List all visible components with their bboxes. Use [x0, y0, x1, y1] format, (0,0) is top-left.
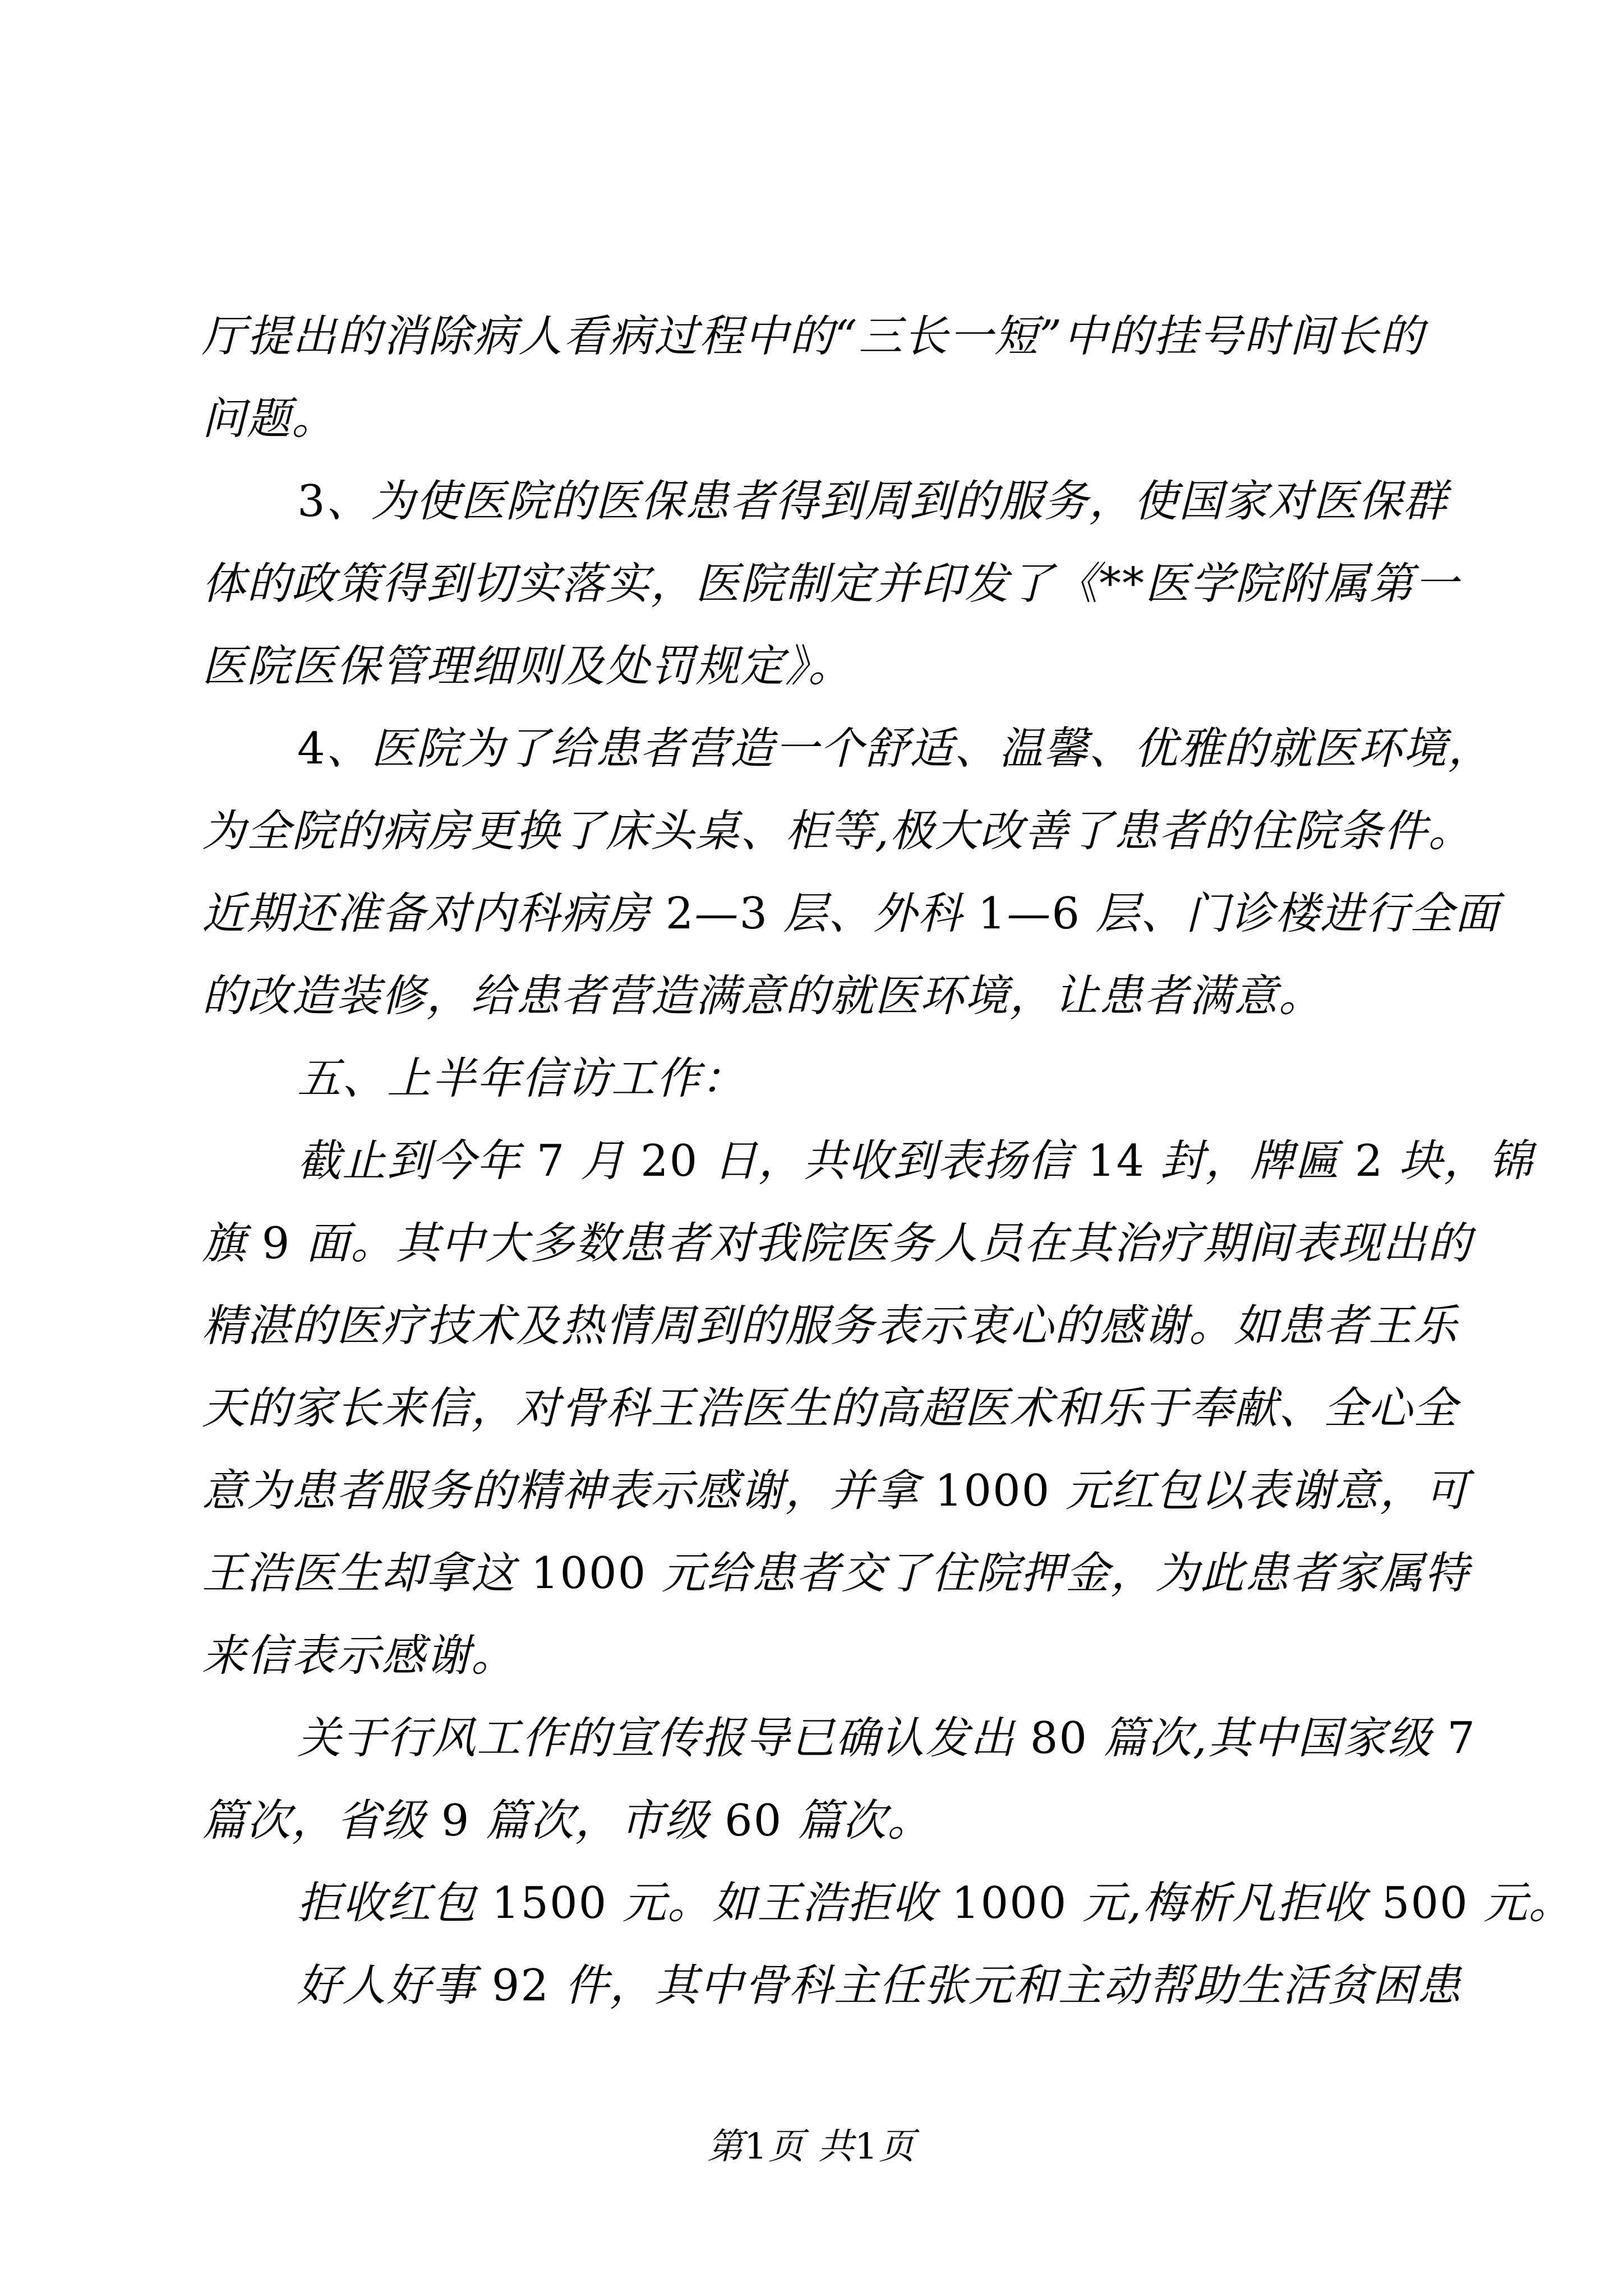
- text-line: 3、为使医院的医保患者得到周到的服务，使国家对医保群: [297, 476, 1448, 527]
- text-line: 近期还准备对内科病房 2—3 层、外科 1—6 层、门诊楼进行全面: [202, 889, 1500, 939]
- text-line: 旗 9 面。其中大多数患者对我院医务人员在其治疗期间表现出的: [202, 1218, 1473, 1269]
- text-line: 4、医院为了给患者营造一个舒适、温馨、优雅的就医环境，: [297, 724, 1493, 774]
- text-line: 医院医保管理细则及处罚规定》。: [202, 641, 854, 692]
- text-line: 好人好事 92 件，其中骨科主任张元和主动帮助生活贫困患: [297, 1961, 1462, 2011]
- text-line: 体的政策得到切实落实，医院制定并印发了《**医学院附属第一: [202, 559, 1460, 609]
- text-line: 的改造装修，给患者营造满意的就医环境，让患者满意。: [202, 971, 1324, 1022]
- text-line: 拒收红包 1500 元。如王浩拒收 1000 元,梅析凡拒收 500 元。: [297, 1878, 1574, 1929]
- text-line: 五、上半年信访工作：: [297, 1053, 746, 1104]
- page-footer: 第1页 共1页: [707, 2126, 916, 2168]
- text-line: 关于行风工作的宣传报导已确认发出 80 篇次,其中国家级 7: [297, 1713, 1477, 1764]
- text-line: 王浩医生却拿这 1000 元给患者交了住院押金，为此患者家属特: [202, 1548, 1470, 1599]
- document-body: [202, 296, 1574, 2027]
- text-line: 篇次，省级 9 篇次，市级 60 篇次。: [202, 1796, 933, 1846]
- text-line: 意为患者服务的精神表示感谢，并拿 1000 元红包以表谢意，可: [202, 1466, 1470, 1516]
- text-line: 厅提出的消除病人看病过程中的“三长一短”中的挂号时间长的: [202, 311, 1424, 362]
- text-line: 截止到今年 7 月 20 日，共收到表扬信 14 封，牌匾 2 块，锦: [297, 1136, 1534, 1186]
- text-line: 为全院的病房更换了床头桌、柜等,极大改善了患者的住院条件。: [202, 806, 1473, 857]
- text-line: 来信表示感谢。: [202, 1631, 517, 1681]
- text-line: 天的家长来信，对骨科王浩医生的高超医术和乐于奉献、全心全: [202, 1383, 1459, 1434]
- text-line: 精湛的医疗技术及热情周到的服务表示衷心的感谢。如患者王乐: [202, 1301, 1459, 1351]
- text-line: 问题。: [202, 394, 337, 444]
